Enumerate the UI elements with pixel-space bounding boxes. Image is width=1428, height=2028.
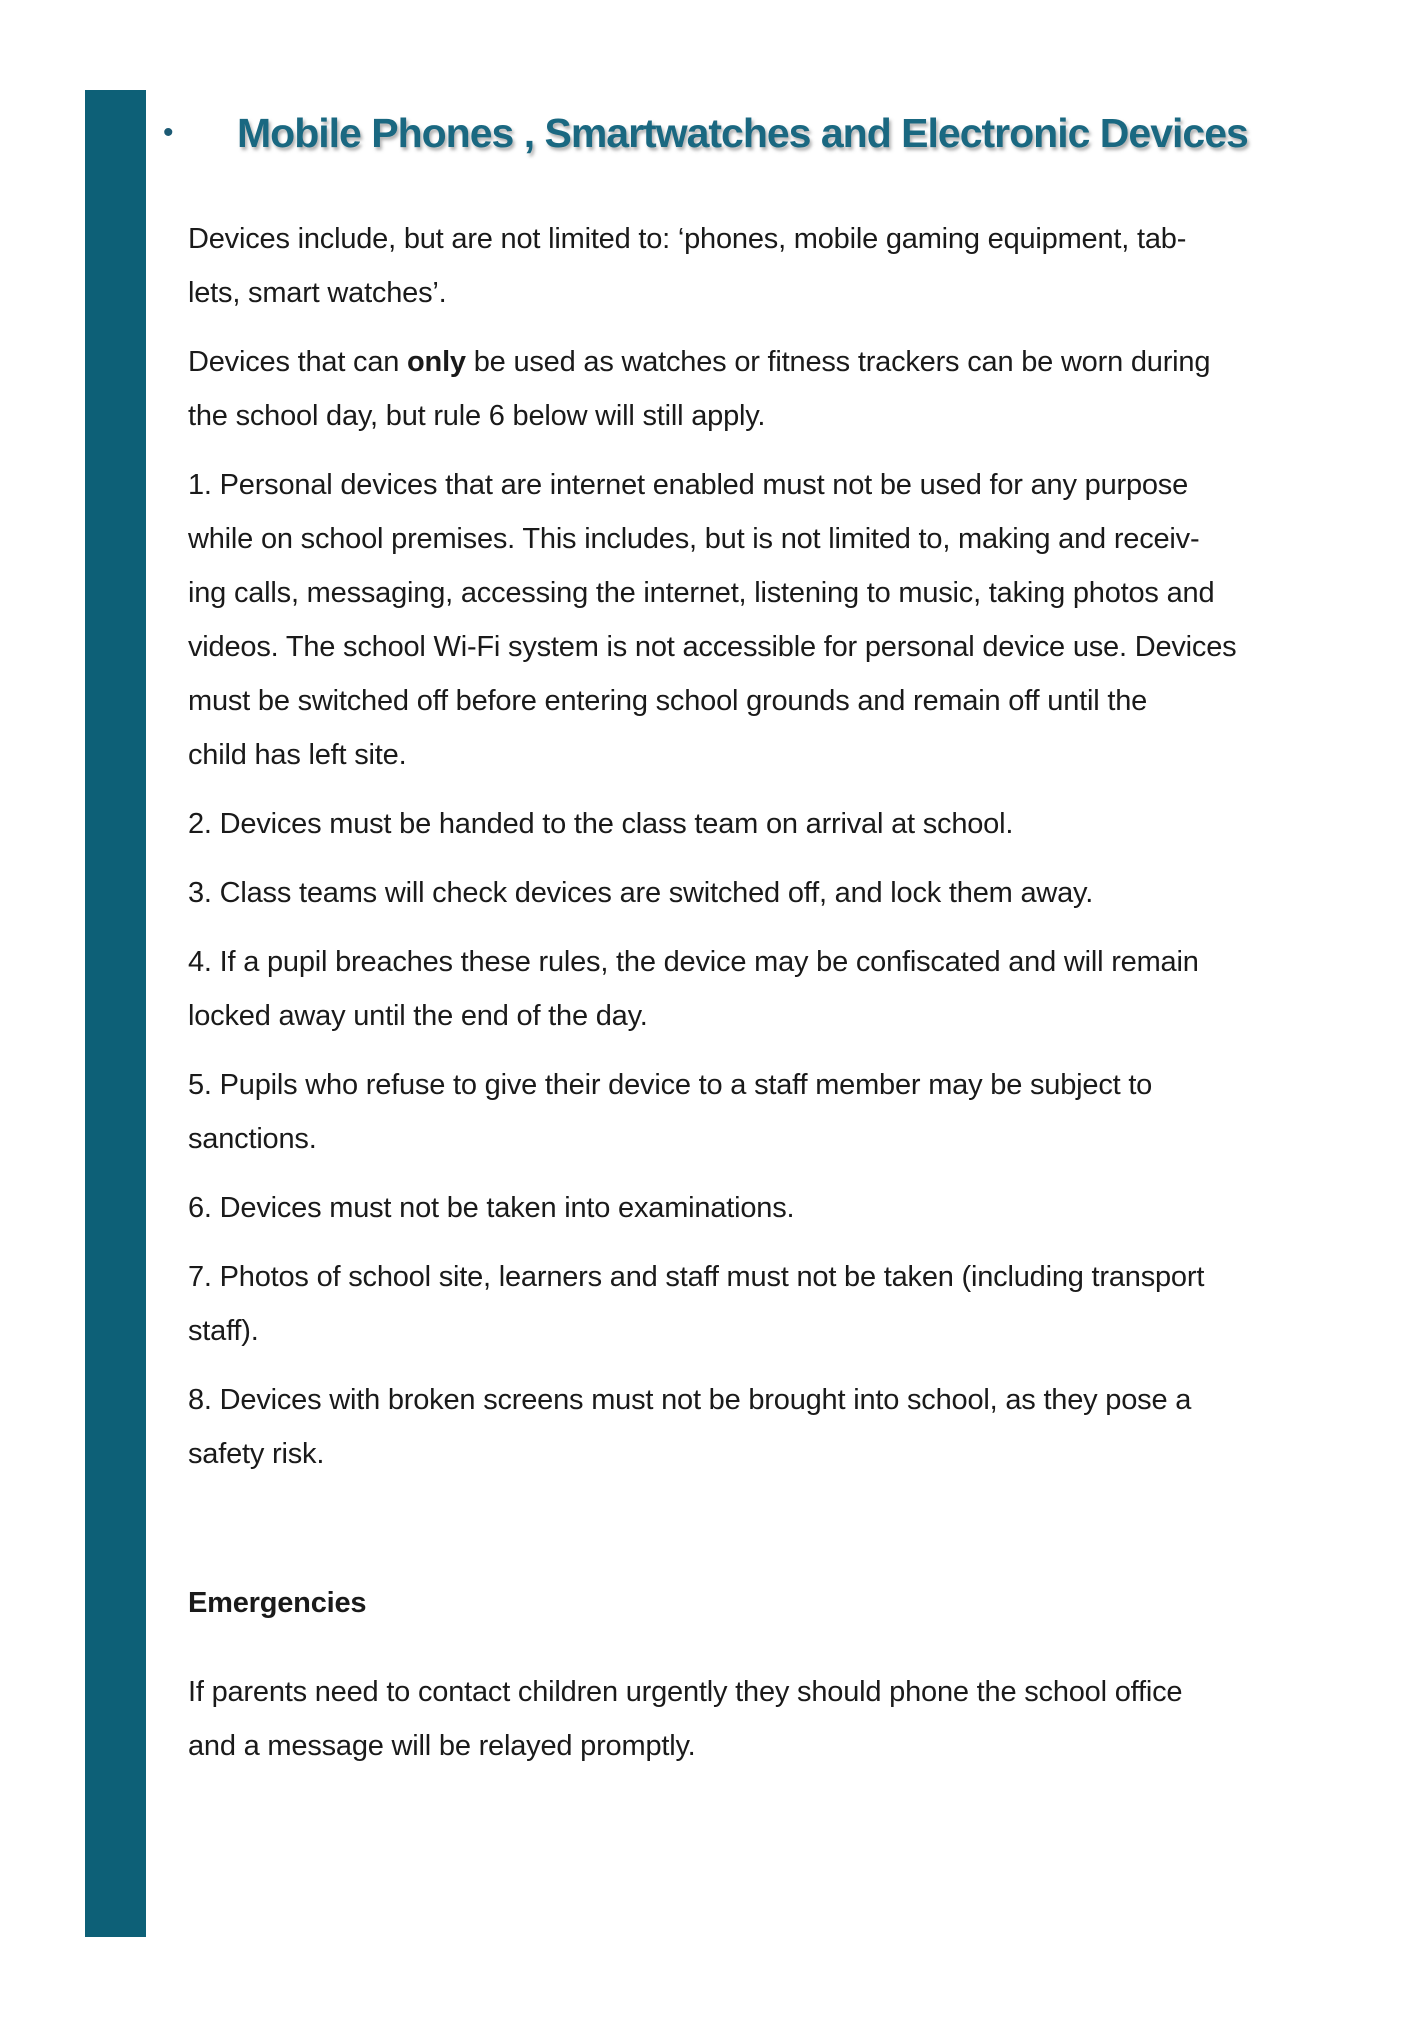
watch-exception-text-after-bold: be used as watches or fitness trackers can be worn during <box>465 346 1211 378</box>
rule-5: 5. Pupils who refuse to give their device to a staff member may be subject to sanctions. <box>188 1069 1153 1155</box>
section-heading-row <box>163 90 1248 176</box>
rule-2: 2. Devices must be handed to the class team on arrival at school. <box>188 808 1014 840</box>
left-accent-bar <box>85 90 146 1937</box>
rule-7: 7. Photos of school site, learners and staff must not be taken (including transport staff). <box>188 1261 1205 1347</box>
bold-word-only: only <box>407 346 466 378</box>
section-title: Mobile Phones , Smartwatches and Electronic Devices <box>237 109 1248 156</box>
rule-6: 6. Devices must not be taken into examinations. <box>188 1192 795 1224</box>
bullet-marker: • <box>163 116 174 149</box>
watch-exception-text-before-bold: Devices that can <box>188 346 408 378</box>
paragraph-emergencies: If parents need to contact children urgently they should phone the school office and a message will be relayed promptly. <box>188 1676 1183 1762</box>
rule-1: 1. Personal devices that are internet enabled must not be used for any purpose while on school premises. This includes, but is not limited to, making and receiv- ing calls, messaging, accessing the internet, listening to music, taking photos and videos. The school Wi-Fi system is not accessible for personal device use. Devices must be switched off before entering school grounds and remain off until the child has left site. <box>188 469 1237 771</box>
rule-3: 3. Class teams will check devices are switched off, and lock them away. <box>188 877 1094 909</box>
rule-8: 8. Devices with broken screens must not be brought into school, as they pose a safety risk. <box>188 1384 1192 1470</box>
watch-exception-line2: the school day, but rule 6 below will still apply. <box>188 400 766 432</box>
policy-content <box>188 212 1318 1788</box>
paragraph-watch-exception <box>188 335 1318 443</box>
paragraph-devices-include: Devices include, but are not limited to: ‘phones, mobile gaming equipment, tab- lets, smart watches’. <box>188 223 1187 309</box>
emergencies-heading: Emergencies <box>188 1587 367 1619</box>
rule-4: 4. If a pupil breaches these rules, the device may be confiscated and will remain locked away until the end of the day. <box>188 946 1199 1032</box>
